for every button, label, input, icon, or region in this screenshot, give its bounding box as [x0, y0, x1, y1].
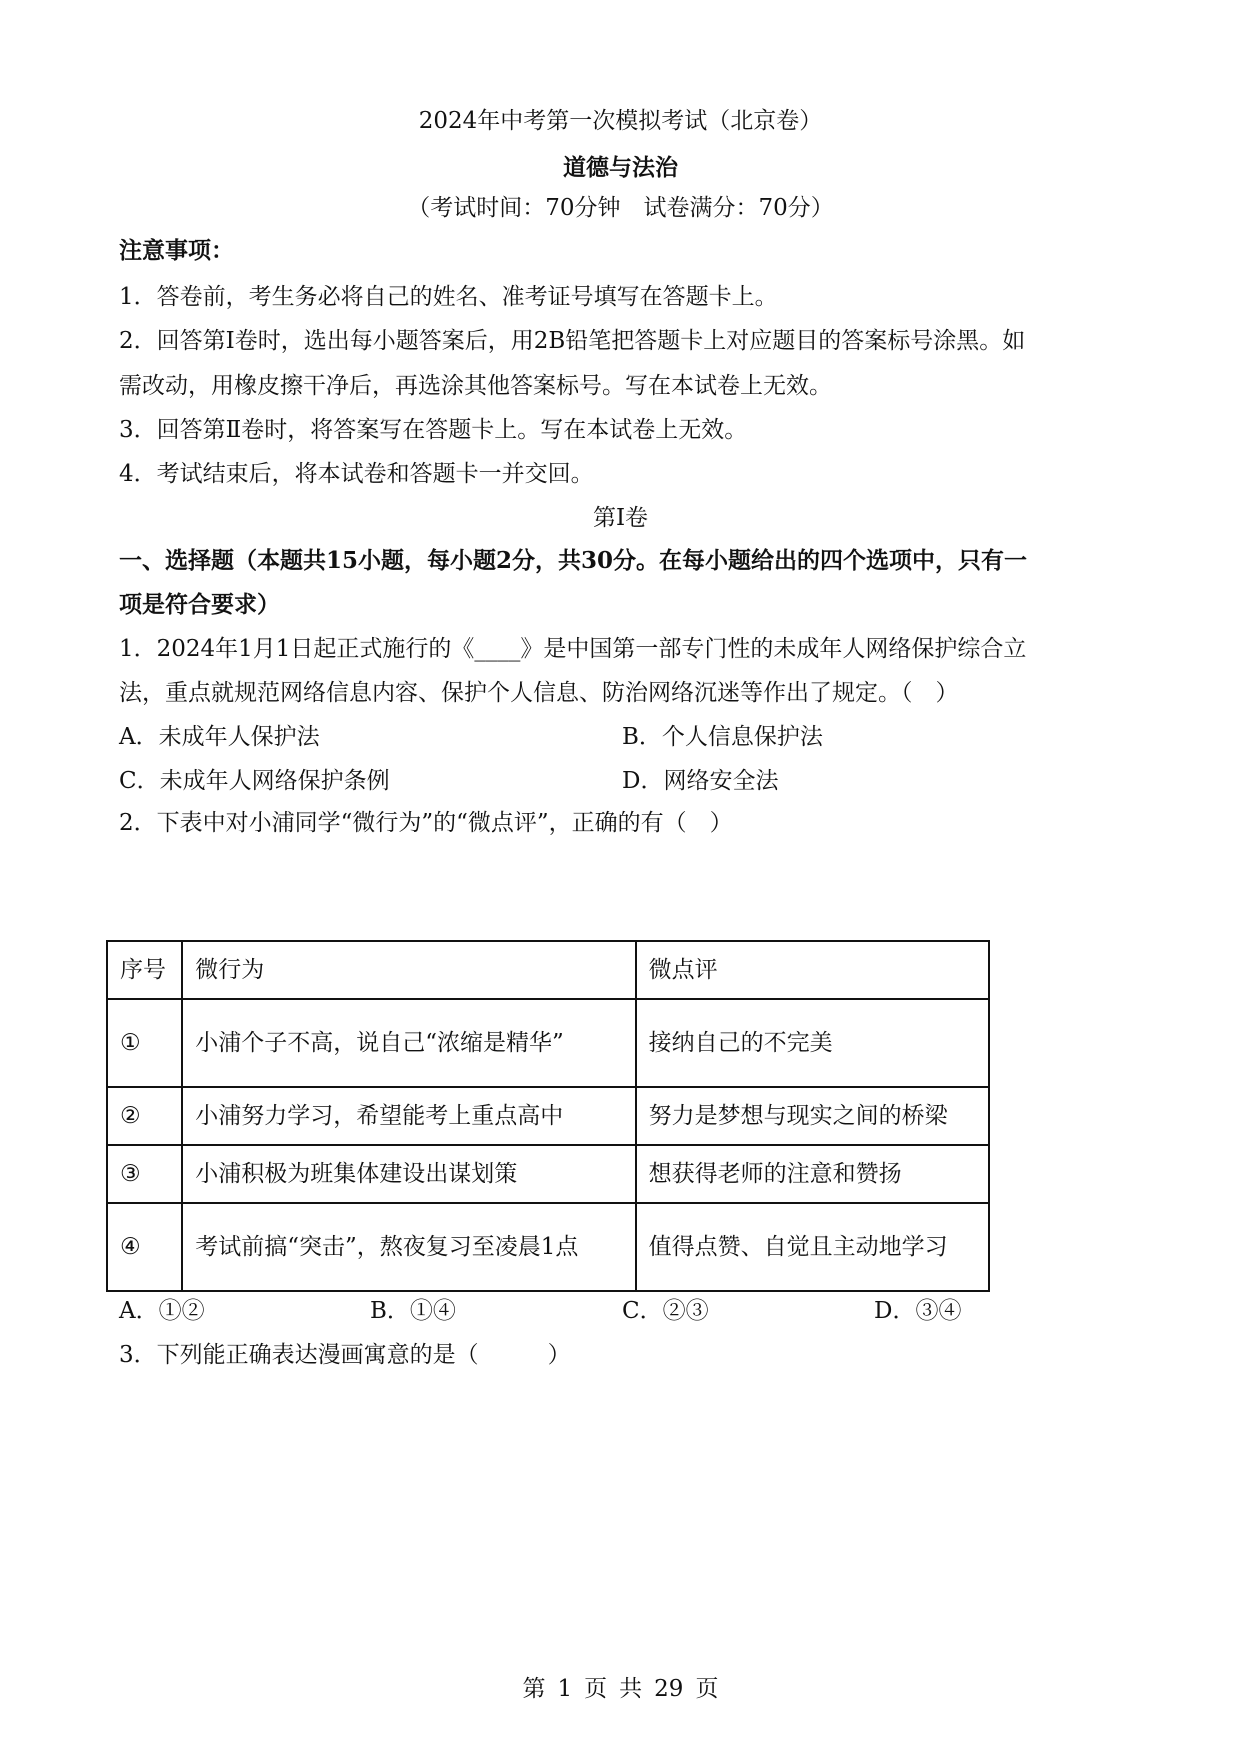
table-header-cell: 微行为: [182, 941, 635, 999]
footer-word: 共: [619, 1676, 643, 1702]
table-cell: 小浦积极为班集体建设出谋划策: [182, 1145, 635, 1203]
volume-label: 第Ⅰ卷: [592, 505, 649, 531]
table-cell-text: 小浦个子不高，说自己“浓缩是精华”: [195, 1030, 564, 1056]
table-row: [107, 1203, 989, 1291]
table-cell: ②: [107, 1087, 182, 1145]
page-footer: [0, 1670, 1241, 1703]
q2-option-a: A．①②: [119, 1298, 205, 1324]
table-cell: [182, 1203, 635, 1291]
note-item: 3．回答第Ⅱ卷时，将答案写在答题卡上。写在本试卷上无效。: [119, 417, 748, 443]
section-heading: 一、选择题（本题共15小题，每小题2分，共30分。在每小题给出的四个选项中，只有一: [119, 547, 1028, 574]
table-cell: ③: [107, 1145, 182, 1203]
notes-heading: 注意事项：: [119, 237, 234, 264]
table-row: [107, 999, 989, 1087]
table-row: [107, 1145, 989, 1203]
page-number: 1: [557, 1676, 573, 1702]
question-1-stem: 1．2024年1月1日起正式施行的《____》是中国第一部专门性的未成年人网络保护综合立: [119, 636, 1027, 662]
table-cell-text: 考试前搞“突击”，熬夜复习至凌晨1点: [195, 1234, 579, 1260]
table-cell: 努力是梦想与现实之间的桥梁: [636, 1087, 989, 1145]
table-cell: ①: [107, 999, 182, 1087]
q2-option-b: B．①④: [370, 1298, 456, 1324]
q2-option-d: D．③④: [874, 1298, 962, 1324]
table-header-row: [107, 941, 989, 999]
note-item: 需改动，用橡皮擦干净后，再选涂其他答案标号。写在本试卷上无效。: [119, 373, 832, 399]
table-cell: 想获得老师的注意和赞扬: [636, 1145, 989, 1203]
q2-option-c: C．②③: [622, 1298, 709, 1324]
question-2-stem: 2．下表中对小浦同学“微行为”的“微点评”，正确的有（ ）: [119, 810, 733, 836]
note-item: 4．考试结束后，将本试卷和答题卡一并交回。: [119, 461, 594, 487]
table-cell: [182, 999, 635, 1087]
table-cell: 小浦努力学习，希望能考上重点高中: [182, 1087, 635, 1145]
table-header-cell: 微点评: [636, 941, 989, 999]
note-item: 1．答卷前，考生务必将自己的姓名、准考证号填写在答题卡上。: [119, 284, 778, 310]
footer-word: 第: [522, 1676, 546, 1702]
footer-word: 页: [695, 1676, 719, 1702]
page-total: 29: [654, 1676, 684, 1702]
table-row: [107, 1087, 989, 1145]
question-1-stem-cont: 法，重点就规范网络信息内容、保护个人信息、防治网络沉迷等作出了规定。（ ）: [119, 680, 959, 706]
question-3-stem: 3．下列能正确表达漫画寓意的是（ ）: [119, 1342, 571, 1368]
table-cell: 接纳自己的不完美: [636, 999, 989, 1087]
exam-info: （考试时间：70分钟 试卷满分：70分）: [407, 195, 834, 221]
exam-title: 2024年中考第一次模拟考试（北京卷）: [418, 108, 823, 134]
evaluation-table: [106, 940, 990, 1292]
table-header-cell: 序号: [107, 941, 182, 999]
section-heading-cont: 项是符合要求）: [119, 591, 280, 618]
q1-option-b: B．个人信息保护法: [622, 724, 823, 750]
table-cell: ④: [107, 1203, 182, 1291]
q1-option-d: D．网络安全法: [622, 768, 779, 794]
note-item: 2．回答第Ⅰ卷时，选出每小题答案后，用2B铅笔把答题卡上对应题目的答案标号涂黑。如: [119, 328, 1026, 354]
q1-option-a: A．未成年人保护法: [119, 724, 320, 750]
q1-option-c: C．未成年人网络保护条例: [119, 768, 390, 794]
subject-title: 道德与法治: [563, 154, 678, 181]
table-cell: 值得点赞、自觉且主动地学习: [636, 1203, 989, 1291]
footer-word: 页: [584, 1676, 608, 1702]
